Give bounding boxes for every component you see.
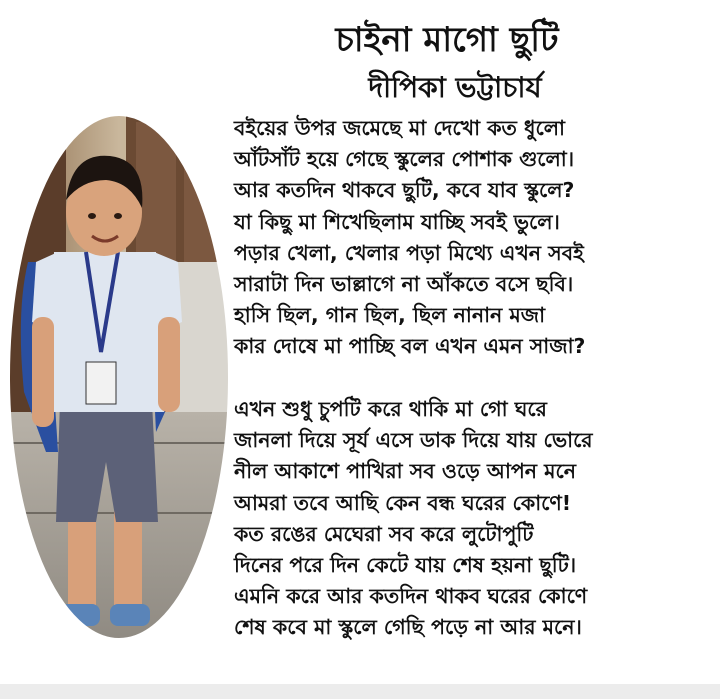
poem-line: শেষ কবে মা স্কুলে গেছি পড়ে না আর মনে। <box>234 615 582 640</box>
poem-line: আমরা তবে আছি কেন বন্ধ ঘরের কোণে! <box>234 490 572 515</box>
stanza-1 <box>234 113 716 363</box>
poem-line: এমনি করে আর কতদিন থাকব ঘরের কোণে <box>234 584 588 609</box>
poem-line: সারাটা দিন ভাল্লাগে না আঁকতে বসে ছবি। <box>234 271 574 296</box>
child-photo <box>6 112 232 642</box>
poem-line: যা কিছু মা শিখেছিলাম যাচ্ছি সবই ভুলে। <box>234 209 560 234</box>
poem-line: আর কতদিন থাকবে ছুটি, কবে যাব স্কুলে? <box>234 178 575 203</box>
stanza-2 <box>234 394 716 644</box>
child-photo-illustration <box>6 112 232 642</box>
poem-line: হাসি ছিল, গান ছিল, ছিল নানান মজা <box>234 303 546 328</box>
poem-line: জানলা দিয়ে সূর্য এসে ডাক দিয়ে যায় ভোরে <box>234 428 593 453</box>
poem-line: এখন শুধু চুপটি করে থাকি মা গো ঘরে <box>234 397 547 421</box>
poem-line: বইয়ের উপর জমেছে মা দেখো কত ধুলো <box>234 116 565 140</box>
bottom-band <box>0 684 720 699</box>
poem-line: আঁটসাঁট হয়ে গেছে স্কুলের পোশাক গুলো। <box>234 147 575 172</box>
poem-line: নীল আকাশে পাখিরা সব ওড়ে আপন মনে <box>234 459 577 484</box>
poem-author: দীপিকা ভট্টাচার্য <box>368 71 542 104</box>
poem-line: দিনের পরে দিন কেটে যায় শেষ হয়না ছুটি। <box>234 552 577 577</box>
poem-line: কার দোষে মা পাচ্ছি বল এখন এমন সাজা? <box>234 334 586 359</box>
poem-line: পড়ার খেলা, খেলার পড়া মিথ্যে এখন সবই <box>234 240 584 265</box>
poem-title: চাইনা মাগো ছুটি <box>335 20 559 60</box>
poem-line: কত রঙের মেঘেরা সব করে লুটোপুটি <box>234 521 534 546</box>
